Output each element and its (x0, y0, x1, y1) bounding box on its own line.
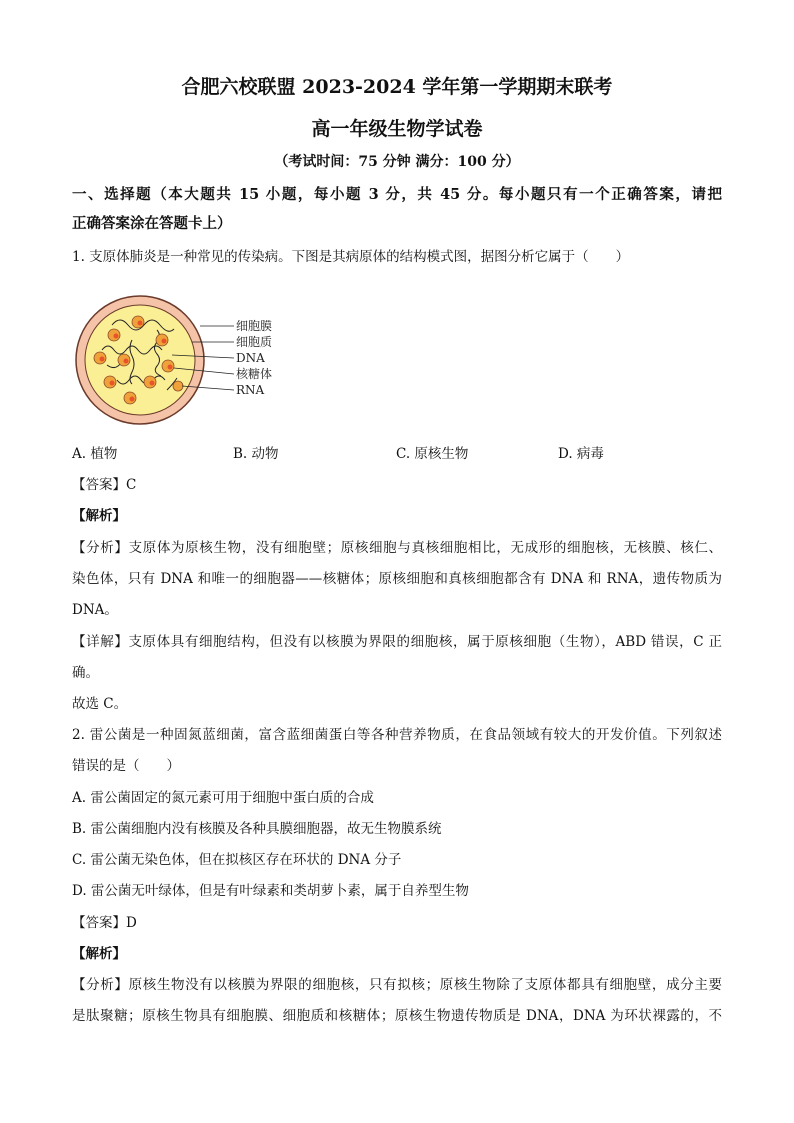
question-2-stem-line1: 2. 雷公菌是一种固氮蓝细菌，富含蓝细菌蛋白等各种营养物质，在食品领域有较大的开发价值。下列叙述 (72, 727, 722, 743)
section-heading-line1: 一、选择题（本大题共 15 小题，每小题 3 分，共 45 分。每小题只有一个正确答案，请把 (72, 186, 722, 203)
q2-answer: 【答案】D (72, 915, 137, 931)
q1-xiangjie-line2: 确。 (72, 665, 99, 681)
q1-option-b: B. 动物 (233, 446, 279, 462)
figure-label-dna: DNA (236, 351, 265, 365)
q1-analysis-tag: 【解析】 (72, 508, 126, 524)
figure-label-membrane: 细胞膜 (236, 319, 273, 333)
q2-fenxi-line1: 【分析】原核生物没有以核膜为界限的细胞核，只有拟核；原核生物除了支原体都具有细胞壁，成分主要 (72, 977, 722, 993)
figure-label-rna: RNA (236, 383, 265, 397)
q1-fenxi-line3: DNA。 (72, 602, 118, 618)
exam-info: （考试时间：75 分钟 满分：100 分） (274, 154, 520, 170)
section-heading-line2: 正确答案涂在答题卡上） (72, 215, 232, 232)
q2-option-c: C. 雷公菌无染色体，但在拟核区存在环状的 DNA 分子 (72, 852, 402, 868)
q2-analysis-tag: 【解析】 (72, 946, 126, 962)
q1-answer: 【答案】C (72, 477, 137, 493)
q2-option-b: B. 雷公菌细胞内没有核膜及各种具膜细胞器，故无生物膜系统 (72, 821, 442, 837)
q1-option-c: C. 原核生物 (396, 446, 469, 462)
exam-title: 合肥六校联盟 2023-2024 学年第一学期期末联考 (181, 76, 613, 98)
question-2-stem-line2: 错误的是（ ） (72, 758, 180, 774)
q1-option-d: D. 病毒 (558, 446, 604, 462)
q1-option-a: A. 植物 (72, 446, 118, 462)
q1-fenxi-line2: 染色体，只有 DNA 和唯一的细胞器——核糖体；原核细胞和真核细胞都含有 DNA 和 RNA，遗传物质为 (72, 571, 722, 587)
q1-conclusion: 故选 C。 (72, 696, 128, 712)
figure-label-ribosome: 核糖体 (236, 367, 273, 381)
q2-option-a: A. 雷公菌固定的氮元素可用于细胞中蛋白质的合成 (72, 790, 374, 806)
q1-fenxi-line1: 【分析】支原体为原核生物，没有细胞壁；原核细胞与真核细胞相比，无成形的细胞核，无核膜、核仁、 (72, 540, 722, 556)
q2-option-d: D. 雷公菌无叶绿体，但是有叶绿素和类胡萝卜素，属于自养型生物 (72, 883, 469, 899)
paper-subtitle: 高一年级生物学试卷 (311, 118, 483, 140)
q1-xiangjie-line1: 【详解】支原体具有细胞结构，但没有以核膜为界限的细胞核，属于原核细胞（生物），ABD 错误，C 正 (72, 634, 722, 650)
figure-label-cytoplasm: 细胞质 (236, 335, 273, 349)
mycoplasma-structure-diagram (72, 290, 292, 430)
q2-fenxi-line2: 是肽聚糖；原核生物具有细胞膜、细胞质和核糖体；原核生物遗传物质是 DNA，DNA 为环状裸露的，不 (72, 1008, 722, 1024)
question-1-stem: 1. 支原体肺炎是一种常见的传染病。下图是其病原体的结构模式图，据图分析它属于（ ） (72, 249, 630, 265)
